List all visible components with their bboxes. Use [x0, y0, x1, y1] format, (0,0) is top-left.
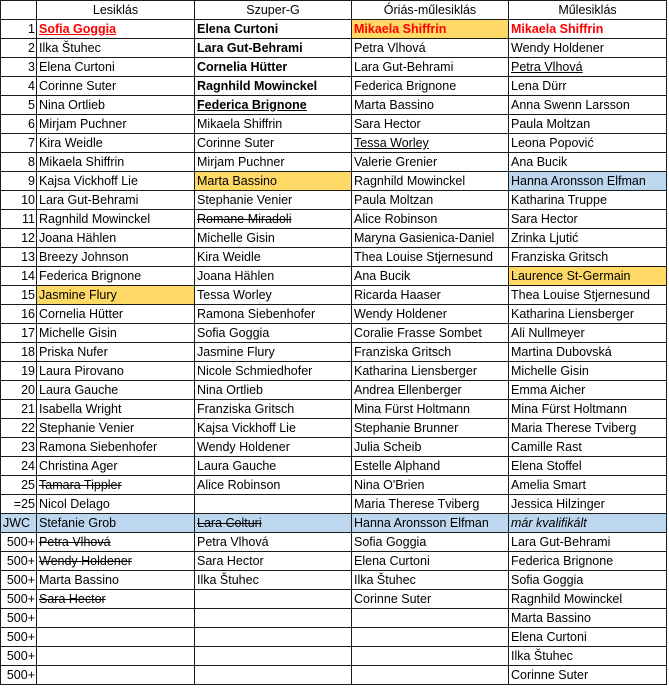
- super-g-cell: Ramona Siebenhofer: [195, 305, 352, 324]
- slalom-cell: Hanna Aronsson Elfman: [509, 172, 667, 191]
- super-g-cell: [195, 647, 352, 666]
- downhill-cell: Joana Hählen: [37, 229, 195, 248]
- downhill-cell: Jasmine Flury: [37, 286, 195, 305]
- slalom-cell: Leona Popović: [509, 134, 667, 153]
- giant-slalom-cell: Ilka Štuhec: [352, 571, 509, 590]
- giant-slalom-cell: Andrea Ellenberger: [352, 381, 509, 400]
- slalom-cell: Elena Curtoni: [509, 628, 667, 647]
- slalom-cell: Ali Nullmeyer: [509, 324, 667, 343]
- super-g-cell: Romane Miradoli: [195, 210, 352, 229]
- slalom-cell: Ana Bucik: [509, 153, 667, 172]
- table-row: [1, 400, 667, 419]
- rank-cell: 19: [1, 362, 37, 381]
- super-g-cell: Wendy Holdener: [195, 438, 352, 457]
- giant-slalom-cell: Elena Curtoni: [352, 552, 509, 571]
- downhill-cell: Christina Ager: [37, 457, 195, 476]
- super-g-cell: [195, 495, 352, 514]
- rank-cell: 500+: [1, 571, 37, 590]
- downhill-cell: Marta Bassino: [37, 571, 195, 590]
- rank-cell: 11: [1, 210, 37, 229]
- slalom-cell: Maria Therese Tviberg: [509, 419, 667, 438]
- table-row: [1, 153, 667, 172]
- table-row: [1, 647, 667, 666]
- rank-cell: 18: [1, 343, 37, 362]
- super-g-cell: [195, 666, 352, 685]
- table-row: [1, 96, 667, 115]
- rank-cell: 21: [1, 400, 37, 419]
- rank-cell: 15: [1, 286, 37, 305]
- super-g-cell: Jasmine Flury: [195, 343, 352, 362]
- super-g-cell: Stephanie Venier: [195, 191, 352, 210]
- slalom-cell: Paula Moltzan: [509, 115, 667, 134]
- header-row: [1, 1, 667, 20]
- rank-cell: 6: [1, 115, 37, 134]
- giant-slalom-cell: [352, 609, 509, 628]
- giant-slalom-cell: Paula Moltzan: [352, 191, 509, 210]
- downhill-cell: Corinne Suter: [37, 77, 195, 96]
- rank-cell: 12: [1, 229, 37, 248]
- downhill-cell: Nicol Delago: [37, 495, 195, 514]
- giant-slalom-cell: Thea Louise Stjernesund: [352, 248, 509, 267]
- giant-slalom-cell: Katharina Liensberger: [352, 362, 509, 381]
- table-row: [1, 381, 667, 400]
- table-row: [1, 305, 667, 324]
- rank-cell: 500+: [1, 609, 37, 628]
- super-g-cell: Lara Colturi: [195, 514, 352, 533]
- table-row: [1, 191, 667, 210]
- super-g-cell: Sofia Goggia: [195, 324, 352, 343]
- table-body: [1, 20, 667, 685]
- giant-slalom-cell: Marta Bassino: [352, 96, 509, 115]
- slalom-cell: Petra Vlhová: [509, 58, 667, 77]
- header-downhill: Lesiklás: [37, 1, 195, 20]
- super-g-cell: Marta Bassino: [195, 172, 352, 191]
- giant-slalom-cell: Franziska Gritsch: [352, 343, 509, 362]
- rank-cell: 24: [1, 457, 37, 476]
- slalom-cell: Corinne Suter: [509, 666, 667, 685]
- downhill-cell: Cornelia Hütter: [37, 305, 195, 324]
- super-g-cell: Laura Gauche: [195, 457, 352, 476]
- slalom-cell: Lara Gut-Behrami: [509, 533, 667, 552]
- super-g-cell: Nina Ortlieb: [195, 381, 352, 400]
- slalom-cell: Laurence St-Germain: [509, 267, 667, 286]
- rank-cell: 25: [1, 476, 37, 495]
- header-slalom: Műlesiklás: [509, 1, 667, 20]
- slalom-cell: Wendy Holdener: [509, 39, 667, 58]
- table-row: [1, 286, 667, 305]
- downhill-cell: [37, 647, 195, 666]
- rank-cell: 10: [1, 191, 37, 210]
- slalom-cell: Lena Dürr: [509, 77, 667, 96]
- downhill-cell: Elena Curtoni: [37, 58, 195, 77]
- downhill-cell: [37, 609, 195, 628]
- downhill-cell: Mirjam Puchner: [37, 115, 195, 134]
- downhill-cell: Breezy Johnson: [37, 248, 195, 267]
- downhill-cell: Sara Hector: [37, 590, 195, 609]
- header-super-g: Szuper-G: [195, 1, 352, 20]
- downhill-cell: Kajsa Vickhoff Lie: [37, 172, 195, 191]
- giant-slalom-cell: Estelle Alphand: [352, 457, 509, 476]
- downhill-cell: [37, 666, 195, 685]
- rank-cell: 500+: [1, 533, 37, 552]
- giant-slalom-cell: Sofia Goggia: [352, 533, 509, 552]
- super-g-cell: Kajsa Vickhoff Lie: [195, 419, 352, 438]
- super-g-cell: Petra Vlhová: [195, 533, 352, 552]
- slalom-cell: Michelle Gisin: [509, 362, 667, 381]
- table-row: [1, 457, 667, 476]
- table-row: [1, 514, 667, 533]
- rank-cell: 9: [1, 172, 37, 191]
- super-g-cell: Sara Hector: [195, 552, 352, 571]
- rank-cell: 4: [1, 77, 37, 96]
- giant-slalom-cell: [352, 647, 509, 666]
- table-row: [1, 571, 667, 590]
- rank-cell: 7: [1, 134, 37, 153]
- giant-slalom-cell: Sara Hector: [352, 115, 509, 134]
- table-row: [1, 343, 667, 362]
- giant-slalom-cell: Maryna Gasienica-Daniel: [352, 229, 509, 248]
- slalom-cell: Ragnhild Mowinckel: [509, 590, 667, 609]
- slalom-cell: Jessica Hilzinger: [509, 495, 667, 514]
- super-g-cell: [195, 628, 352, 647]
- giant-slalom-cell: Tessa Worley: [352, 134, 509, 153]
- slalom-cell: Elena Stoffel: [509, 457, 667, 476]
- downhill-cell: Priska Nufer: [37, 343, 195, 362]
- super-g-cell: [195, 609, 352, 628]
- slalom-cell: Martina Dubovská: [509, 343, 667, 362]
- downhill-cell: Ilka Štuhec: [37, 39, 195, 58]
- rank-cell: 3: [1, 58, 37, 77]
- header-corner-cell: [1, 1, 37, 20]
- downhill-cell: Federica Brignone: [37, 267, 195, 286]
- table-row: [1, 39, 667, 58]
- table-row: [1, 20, 667, 39]
- table-row: [1, 324, 667, 343]
- table-row: [1, 438, 667, 457]
- slalom-cell: Camille Rast: [509, 438, 667, 457]
- slalom-cell: Amelia Smart: [509, 476, 667, 495]
- giant-slalom-cell: Valerie Grenier: [352, 153, 509, 172]
- slalom-cell: Sara Hector: [509, 210, 667, 229]
- table-row: [1, 666, 667, 685]
- super-g-cell: Mikaela Shiffrin: [195, 115, 352, 134]
- rank-cell: 500+: [1, 647, 37, 666]
- super-g-cell: Elena Curtoni: [195, 20, 352, 39]
- giant-slalom-cell: Ragnhild Mowinckel: [352, 172, 509, 191]
- giant-slalom-cell: Julia Scheib: [352, 438, 509, 457]
- giant-slalom-cell: Mikaela Shiffrin: [352, 20, 509, 39]
- slalom-cell: Ilka Štuhec: [509, 647, 667, 666]
- giant-slalom-cell: [352, 628, 509, 647]
- downhill-cell: Kira Weidle: [37, 134, 195, 153]
- super-g-cell: Michelle Gisin: [195, 229, 352, 248]
- giant-slalom-cell: Lara Gut-Behrami: [352, 58, 509, 77]
- giant-slalom-cell: Corinne Suter: [352, 590, 509, 609]
- giant-slalom-cell: [352, 666, 509, 685]
- rank-cell: JWC: [1, 514, 37, 533]
- super-g-cell: Federica Brignone: [195, 96, 352, 115]
- table-row: [1, 476, 667, 495]
- giant-slalom-cell: Federica Brignone: [352, 77, 509, 96]
- super-g-cell: Lara Gut-Behrami: [195, 39, 352, 58]
- super-g-cell: Alice Robinson: [195, 476, 352, 495]
- rank-cell: 500+: [1, 628, 37, 647]
- slalom-cell: Katharina Liensberger: [509, 305, 667, 324]
- table-row: [1, 210, 667, 229]
- rank-cell: 500+: [1, 552, 37, 571]
- super-g-cell: [195, 590, 352, 609]
- downhill-cell: Wendy Holdener: [37, 552, 195, 571]
- slalom-cell: Mina Fürst Holtmann: [509, 400, 667, 419]
- super-g-cell: Ilka Štuhec: [195, 571, 352, 590]
- downhill-cell: Isabella Wright: [37, 400, 195, 419]
- table-row: [1, 248, 667, 267]
- rank-cell: 23: [1, 438, 37, 457]
- downhill-cell: Ragnhild Mowinckel: [37, 210, 195, 229]
- slalom-cell: Mikaela Shiffrin: [509, 20, 667, 39]
- slalom-cell: Emma Aicher: [509, 381, 667, 400]
- slalom-cell: Anna Swenn Larsson: [509, 96, 667, 115]
- rank-cell: =25: [1, 495, 37, 514]
- giant-slalom-cell: Coralie Frasse Sombet: [352, 324, 509, 343]
- slalom-cell: már kvalifikált: [509, 514, 667, 533]
- table-row: [1, 533, 667, 552]
- rank-cell: 500+: [1, 666, 37, 685]
- giant-slalom-cell: Hanna Aronsson Elfman: [352, 514, 509, 533]
- super-g-cell: Ragnhild Mowinckel: [195, 77, 352, 96]
- table-row: [1, 134, 667, 153]
- rank-cell: 14: [1, 267, 37, 286]
- rank-cell: 17: [1, 324, 37, 343]
- table-row: [1, 609, 667, 628]
- header-giant-slalom: Óriás-műlesiklás: [352, 1, 509, 20]
- super-g-cell: Nicole Schmiedhofer: [195, 362, 352, 381]
- rank-cell: 500+: [1, 590, 37, 609]
- rank-cell: 8: [1, 153, 37, 172]
- downhill-cell: Stephanie Venier: [37, 419, 195, 438]
- super-g-cell: Kira Weidle: [195, 248, 352, 267]
- rank-cell: 20: [1, 381, 37, 400]
- table-row: [1, 362, 667, 381]
- downhill-cell: Nina Ortlieb: [37, 96, 195, 115]
- super-g-cell: Cornelia Hütter: [195, 58, 352, 77]
- table-row: [1, 58, 667, 77]
- giant-slalom-cell: Stephanie Brunner: [352, 419, 509, 438]
- giant-slalom-cell: Petra Vlhová: [352, 39, 509, 58]
- giant-slalom-cell: Wendy Holdener: [352, 305, 509, 324]
- downhill-cell: Stefanie Grob: [37, 514, 195, 533]
- rank-cell: 16: [1, 305, 37, 324]
- table-row: [1, 590, 667, 609]
- giant-slalom-cell: Ana Bucik: [352, 267, 509, 286]
- giant-slalom-cell: Alice Robinson: [352, 210, 509, 229]
- downhill-cell: Laura Gauche: [37, 381, 195, 400]
- rank-cell: 2: [1, 39, 37, 58]
- table-row: [1, 229, 667, 248]
- slalom-cell: Marta Bassino: [509, 609, 667, 628]
- downhill-cell: [37, 628, 195, 647]
- downhill-cell: Mikaela Shiffrin: [37, 153, 195, 172]
- super-g-cell: Joana Hählen: [195, 267, 352, 286]
- giant-slalom-cell: Maria Therese Tviberg: [352, 495, 509, 514]
- downhill-cell: Michelle Gisin: [37, 324, 195, 343]
- table-row: [1, 267, 667, 286]
- slalom-cell: Thea Louise Stjernesund: [509, 286, 667, 305]
- super-g-cell: Franziska Gritsch: [195, 400, 352, 419]
- table-row: [1, 552, 667, 571]
- super-g-cell: Tessa Worley: [195, 286, 352, 305]
- rank-cell: 13: [1, 248, 37, 267]
- table-row: [1, 495, 667, 514]
- super-g-cell: Mirjam Puchner: [195, 153, 352, 172]
- downhill-cell: Ramona Siebenhofer: [37, 438, 195, 457]
- giant-slalom-cell: Nina O'Brien: [352, 476, 509, 495]
- slalom-cell: Katharina Truppe: [509, 191, 667, 210]
- downhill-cell: Lara Gut-Behrami: [37, 191, 195, 210]
- rank-cell: 1: [1, 20, 37, 39]
- table-row: [1, 628, 667, 647]
- downhill-cell: Laura Pirovano: [37, 362, 195, 381]
- downhill-cell: Tamara Tippler: [37, 476, 195, 495]
- downhill-cell: Petra Vlhová: [37, 533, 195, 552]
- table-row: [1, 419, 667, 438]
- table-row: [1, 115, 667, 134]
- slalom-cell: Federica Brignone: [509, 552, 667, 571]
- rank-cell: 22: [1, 419, 37, 438]
- slalom-cell: Franziska Gritsch: [509, 248, 667, 267]
- giant-slalom-cell: Ricarda Haaser: [352, 286, 509, 305]
- table-row: [1, 172, 667, 191]
- downhill-cell: Sofia Goggia: [37, 20, 195, 39]
- slalom-cell: Zrinka Ljutić: [509, 229, 667, 248]
- giant-slalom-cell: Mina Fürst Holtmann: [352, 400, 509, 419]
- super-g-cell: Corinne Suter: [195, 134, 352, 153]
- rank-cell: 5: [1, 96, 37, 115]
- table-row: [1, 77, 667, 96]
- slalom-cell: Sofia Goggia: [509, 571, 667, 590]
